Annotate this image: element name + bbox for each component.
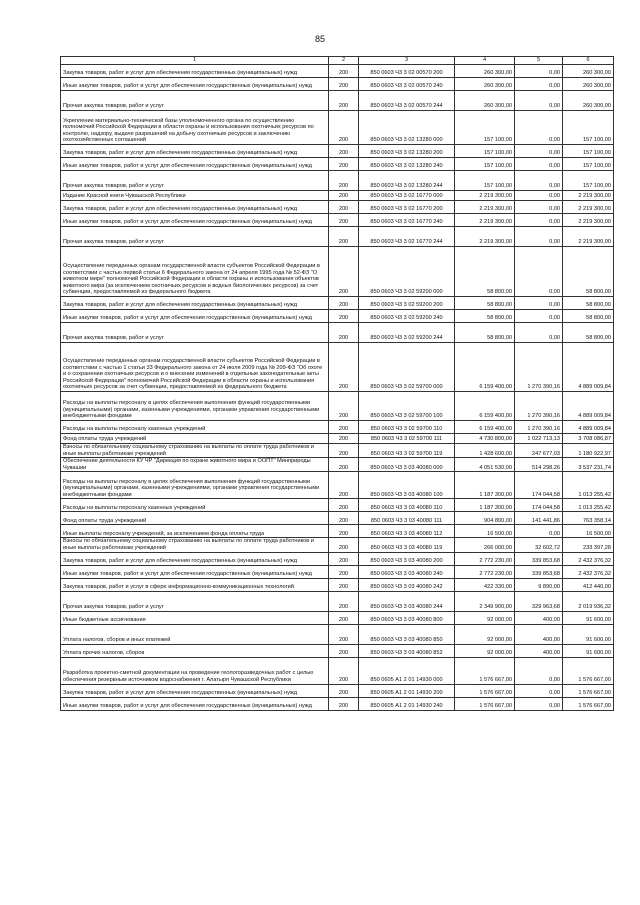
budget-table [60,56,614,711]
row-approved-cell: 58 800,00 [455,247,515,297]
row-name-cell: Прочая закупка товаров, работ и услуг [61,91,329,111]
table-row [61,591,614,611]
row-remaining-cell: 1 576 667,00 [563,684,614,697]
table-row [61,145,614,158]
row-remaining-cell: 58 800,00 [563,297,614,310]
row-approved-cell: 1 428 600,00 [455,444,515,458]
row-code-cell: 200 [329,392,359,421]
row-executed-cell: 174 044,58 [515,472,563,499]
row-approved-cell: 2 219 300,00 [455,214,515,227]
row-code-cell: 200 [329,65,359,78]
row-remaining-cell: 58 800,00 [563,310,614,323]
row-name-cell: Иные закупки товаров, работ и услуг для обеспечения государственных (муниципальных) нужд [61,158,329,171]
row-name-cell: Прочая закупка товаров, работ и услуг [61,227,329,247]
row-name-cell: Обеспечение деятельности КУ ЧР "Дирекция по охране животного мира и ООПТ" Минприроды Чувашии [61,458,329,472]
row-kbk-cell: 850 0603 Ч3 3 02 16770 000 [359,191,455,201]
row-executed-cell: 0,00 [515,247,563,297]
row-remaining-cell: 157 100,00 [563,111,614,145]
row-executed-cell: 0,00 [515,684,563,697]
table-row [61,538,614,552]
row-kbk-cell: 850 0603 Ч3 3 03 40080 852 [359,644,455,657]
row-remaining-cell: 157 100,00 [563,145,614,158]
row-remaining-cell: 58 800,00 [563,247,614,297]
table-row [61,472,614,499]
row-name-cell: Расходы на выплаты персоналу казенных учреждений [61,421,329,434]
row-remaining-cell: 2 219 300,00 [563,201,614,214]
row-executed-cell: 0,00 [515,78,563,91]
row-kbk-cell: 850 0603 Ч3 3 02 13280 240 [359,158,455,171]
row-code-cell: 200 [329,552,359,565]
table-row [61,310,614,323]
row-name-cell: Издание Красной книги Чувашской Республики [61,191,329,201]
row-remaining-cell: 1 576 667,00 [563,697,614,710]
row-executed-cell: 32 602,72 [515,538,563,552]
row-executed-cell: 0,00 [515,657,563,684]
row-kbk-cell: 850 0603 Ч3 3 02 13280 244 [359,171,455,191]
row-remaining-cell: 2 432 376,32 [563,565,614,578]
row-name-cell: Иные закупки товаров, работ и услуг для обеспечения государственных (муниципальных) нужд [61,310,329,323]
row-executed-cell: 339 853,68 [515,565,563,578]
row-kbk-cell: 850 0603 Ч3 3 03 40080 000 [359,458,455,472]
row-executed-cell: 0,00 [515,91,563,111]
row-approved-cell: 2 772 230,00 [455,552,515,565]
row-approved-cell: 58 800,00 [455,323,515,343]
row-approved-cell: 1 187 300,00 [455,472,515,499]
row-remaining-cell: 2 432 376,32 [563,552,614,565]
row-code-cell: 200 [329,591,359,611]
row-approved-cell: 2 219 300,00 [455,201,515,214]
row-code-cell: 200 [329,247,359,297]
row-kbk-cell: 850 0603 Ч3 3 03 40080 100 [359,472,455,499]
row-approved-cell: 16 500,00 [455,525,515,538]
row-executed-cell: 339 853,68 [515,552,563,565]
row-code-cell: 200 [329,697,359,710]
row-remaining-cell: 2 219 300,00 [563,191,614,201]
row-executed-cell: 0,00 [515,201,563,214]
table-row [61,578,614,591]
row-kbk-cell: 850 0603 Ч3 3 03 40080 110 [359,499,455,512]
row-approved-cell: 2 219 300,00 [455,191,515,201]
table-row [61,323,614,343]
column-header: 6 [563,57,614,65]
row-executed-cell: 0,00 [515,525,563,538]
row-executed-cell: 174 044,58 [515,499,563,512]
row-code-cell: 200 [329,421,359,434]
row-approved-cell: 4 730 800,00 [455,434,515,444]
row-name-cell: Иные закупки товаров, работ и услуг для обеспечения государственных (муниципальных) нужд [61,697,329,710]
row-approved-cell: 266 000,00 [455,538,515,552]
table-row [61,78,614,91]
row-kbk-cell: 850 0603 Ч3 3 03 40080 200 [359,552,455,565]
row-kbk-cell: 850 0603 Ч3 3 03 40080 850 [359,624,455,644]
row-executed-cell: 0,00 [515,227,563,247]
table-row [61,191,614,201]
row-kbk-cell: 850 0603 Ч3 3 03 40080 242 [359,578,455,591]
row-code-cell: 200 [329,644,359,657]
row-kbk-cell: 850 0603 Ч3 3 02 13280 000 [359,111,455,145]
row-kbk-cell: 850 0603 Ч3 3 02 16770 240 [359,214,455,227]
row-remaining-cell: 157 100,00 [563,158,614,171]
table-row [61,611,614,624]
table-row [61,657,614,684]
row-executed-cell: 0,00 [515,145,563,158]
row-executed-cell: 0,00 [515,191,563,201]
row-name-cell: Иные выплаты персоналу учреждений, за исключением фонда оплаты труда [61,525,329,538]
row-code-cell: 200 [329,111,359,145]
row-executed-cell: 0,00 [515,111,563,145]
column-header: 5 [515,57,563,65]
row-name-cell: Взносы по обязательному социальному страхованию на выплаты по оплате труда работников и иные выплаты работникам учреждений [61,538,329,552]
row-executed-cell: 0,00 [515,697,563,710]
row-kbk-cell: 850 0603 Ч3 3 02 59200 240 [359,310,455,323]
row-kbk-cell: 850 0603 Ч3 3 02 59700 110 [359,421,455,434]
row-kbk-cell: 850 0603 Ч3 3 02 59700 100 [359,392,455,421]
row-kbk-cell: 850 0603 Ч3 3 02 13280 200 [359,145,455,158]
row-executed-cell: 0,00 [515,310,563,323]
page-number: 85 [314,34,325,44]
row-approved-cell: 1 187 300,00 [455,499,515,512]
row-executed-cell: 400,00 [515,611,563,624]
row-executed-cell: 329 963,68 [515,591,563,611]
row-code-cell: 200 [329,343,359,392]
row-executed-cell: 0,00 [515,297,563,310]
row-kbk-cell: 850 0603 Ч3 3 03 40080 244 [359,591,455,611]
row-kbk-cell: 850 0603 Ч3 3 03 40080 112 [359,525,455,538]
row-name-cell: Уплата прочих налогов, сборов [61,644,329,657]
row-name-cell: Расходы на выплаты персоналу в целях обеспечения выполнения функций государственными (муниципальными) органами, казенными учреждениями, органами управления государственными внебюджетными фондами [61,472,329,499]
table-row [61,512,614,525]
row-approved-cell: 260 300,00 [455,65,515,78]
row-code-cell: 200 [329,214,359,227]
row-name-cell: Прочая закупка товаров, работ и услуг [61,591,329,611]
row-executed-cell: 0,00 [515,65,563,78]
row-name-cell: Прочая закупка товаров, работ и услуг [61,171,329,191]
row-kbk-cell: 850 0603 Ч3 3 02 16770 244 [359,227,455,247]
row-approved-cell: 92 000,00 [455,624,515,644]
row-name-cell: Взносы по обязательному социальному страхованию на выплаты по оплате труда работников и иные выплаты работникам учреждений [61,444,329,458]
row-code-cell: 200 [329,444,359,458]
row-remaining-cell: 91 600,00 [563,624,614,644]
row-approved-cell: 6 159 400,00 [455,343,515,392]
row-name-cell: Уплата налогов, сборов и иных платежей [61,624,329,644]
row-executed-cell: 9 890,00 [515,578,563,591]
row-code-cell: 200 [329,158,359,171]
row-remaining-cell: 260 300,00 [563,78,614,91]
table-row [61,525,614,538]
row-kbk-cell: 850 0603 Ч3 3 03 40080 119 [359,538,455,552]
row-remaining-cell: 2 019 936,32 [563,591,614,611]
row-code-cell: 200 [329,145,359,158]
table-row [61,552,614,565]
table-row [61,111,614,145]
row-code-cell: 200 [329,434,359,444]
row-code-cell: 200 [329,578,359,591]
row-approved-cell: 4 051 530,00 [455,458,515,472]
row-approved-cell: 6 159 400,00 [455,421,515,434]
row-code-cell: 200 [329,310,359,323]
row-approved-cell: 904 800,00 [455,512,515,525]
row-code-cell: 200 [329,458,359,472]
table-row [61,214,614,227]
row-remaining-cell: 4 889 009,84 [563,343,614,392]
row-approved-cell: 260 300,00 [455,78,515,91]
row-executed-cell: 141 441,86 [515,512,563,525]
row-approved-cell: 58 800,00 [455,310,515,323]
row-executed-cell: 1 270 390,16 [515,392,563,421]
table-row [61,247,614,297]
row-approved-cell: 157 100,00 [455,145,515,158]
row-name-cell: Иные закупки товаров, работ и услуг для обеспечения государственных (муниципальных) нужд [61,78,329,91]
row-code-cell: 200 [329,538,359,552]
row-name-cell: Осуществление переданных органам государственной власти субъектов Российской Федерации в соответствии с частью 1 статьи 33 Федерального закона от 24 июля 2009 года № 209-ФЗ "Об охоте и о сохранении охотничьих ресурсов и о внесении изменений в отдельные законодательные акты Российской Федерации" полномочий Российской Федерации в области охраны и использования охотничьих ресурсов за счет субвенции, предоставляемой из федерального бюджета [61,343,329,392]
row-approved-cell: 157 100,00 [455,158,515,171]
row-remaining-cell: 58 800,00 [563,323,614,343]
row-remaining-cell: 2 219 300,00 [563,227,614,247]
row-remaining-cell: 1 013 255,42 [563,499,614,512]
table-row [61,171,614,191]
row-executed-cell: 514 298,26 [515,458,563,472]
row-name-cell: Иные закупки товаров, работ и услуг для обеспечения государственных (муниципальных) нужд [61,214,329,227]
row-name-cell: Иные бюджетные ассигнования [61,611,329,624]
row-code-cell: 200 [329,684,359,697]
row-kbk-cell: 850 0603 Ч3 3 02 59700 000 [359,343,455,392]
row-remaining-cell: 3 708 086,87 [563,434,614,444]
row-code-cell: 200 [329,78,359,91]
table-row [61,644,614,657]
row-kbk-cell: 850 0603 Ч3 3 02 00570 200 [359,65,455,78]
row-name-cell: Закупка товаров, работ и услуг для обеспечения государственных (муниципальных) нужд [61,65,329,78]
row-code-cell: 200 [329,565,359,578]
row-approved-cell: 2 349 900,00 [455,591,515,611]
table-row [61,499,614,512]
row-approved-cell: 1 576 667,00 [455,684,515,697]
row-remaining-cell: 91 600,00 [563,644,614,657]
row-approved-cell: 58 800,00 [455,297,515,310]
row-executed-cell: 1 270 390,16 [515,421,563,434]
row-kbk-cell: 850 0603 Ч3 3 03 40080 800 [359,611,455,624]
row-name-cell: Иные закупки товаров, работ и услуг для обеспечения государственных (муниципальных) нужд [61,565,329,578]
row-executed-cell: 0,00 [515,214,563,227]
table-row [61,434,614,444]
row-code-cell: 200 [329,525,359,538]
row-remaining-cell: 260 300,00 [563,91,614,111]
row-name-cell: Закупка товаров, работ и услуг для обеспечения государственных (муниципальных) нужд [61,201,329,214]
row-approved-cell: 92 000,00 [455,644,515,657]
row-kbk-cell: 850 0603 Ч3 3 02 00570 240 [359,78,455,91]
row-code-cell: 200 [329,512,359,525]
row-name-cell: Закупка товаров, работ и услуг в сфере информационно-коммуникационных технологий [61,578,329,591]
row-approved-cell: 422 330,00 [455,578,515,591]
row-name-cell: Закупка товаров, работ и услуг для обеспечения государственных (муниципальных) нужд [61,552,329,565]
row-approved-cell: 1 576 667,00 [455,697,515,710]
table-row [61,91,614,111]
table-row [61,624,614,644]
row-remaining-cell: 3 537 231,74 [563,458,614,472]
table-row [61,458,614,472]
row-name-cell: Расходы на выплаты персоналу в целях обеспечения выполнения функций государственными (муниципальными) органами, казенными учреждениями, органами управления государственными внебюджетными фондами [61,392,329,421]
row-approved-cell: 157 100,00 [455,171,515,191]
row-code-cell: 200 [329,499,359,512]
row-remaining-cell: 260 300,00 [563,65,614,78]
row-code-cell: 200 [329,91,359,111]
row-kbk-cell: 850 0603 Ч3 3 02 16770 200 [359,201,455,214]
table-row [61,697,614,710]
row-code-cell: 200 [329,227,359,247]
row-executed-cell: 247 677,03 [515,444,563,458]
table-row [61,65,614,78]
row-name-cell: Фонд оплаты труда учреждений [61,434,329,444]
row-executed-cell: 1 270 390,16 [515,343,563,392]
row-remaining-cell: 4 889 009,84 [563,392,614,421]
table-row [61,343,614,392]
row-kbk-cell: 850 0605 А1 2 01 14930 240 [359,697,455,710]
row-code-cell: 200 [329,191,359,201]
row-name-cell: Укрепление материально-технической базы уполномоченного органа по осуществлению полномочий Российской Федерации в области охраны и использования охотничьих ресурсов по контролю, надзору, выдаче разрешений на добычу охотничьих ресурсов и заключению охотхозяйственных соглашений [61,111,329,145]
row-kbk-cell: 850 0603 Ч3 3 02 59700 119 [359,444,455,458]
row-kbk-cell: 850 0603 Ч3 3 02 59200 244 [359,323,455,343]
row-code-cell: 200 [329,297,359,310]
row-approved-cell: 157 100,00 [455,111,515,145]
row-code-cell: 200 [329,201,359,214]
row-name-cell: Разработка проектно-сметной документации на проведение геологоразведочных работ с целью обеспечения резервным источником водоснабжения г. Алатыря Чувашской Республики [61,657,329,684]
row-kbk-cell: 850 0603 Ч3 3 03 40080 240 [359,565,455,578]
row-kbk-cell: 850 0605 А1 2 01 14930 200 [359,684,455,697]
row-kbk-cell: 850 0603 Ч3 3 02 59700 111 [359,434,455,444]
table-row [61,158,614,171]
row-remaining-cell: 233 397,28 [563,538,614,552]
row-remaining-cell: 1 013 255,42 [563,472,614,499]
row-code-cell: 200 [329,472,359,499]
table-row [61,444,614,458]
row-code-cell: 200 [329,657,359,684]
row-remaining-cell: 412 440,00 [563,578,614,591]
column-header: 3 [359,57,455,65]
row-name-cell: Фонд оплаты труда учреждений [61,512,329,525]
row-kbk-cell: 850 0603 Ч3 3 02 00570 244 [359,91,455,111]
table-row [61,201,614,214]
row-approved-cell: 2 219 300,00 [455,227,515,247]
row-executed-cell: 1 022 713,13 [515,434,563,444]
table-row [61,421,614,434]
table-row [61,684,614,697]
row-approved-cell: 2 772 230,00 [455,565,515,578]
row-name-cell: Осуществление переданных органам государственной власти субъектов Российской Федерации в соответствии с частью первой статьи 6 Федерального закона от 24 апреля 1995 года № 52-ФЗ "О животном мире" полномочий Российской Федерации в области охраны и использования объектов животного мира (за исключением охотничьих ресурсов и водных биологических ресурсов) за счет субвенции, предоставляемой из федерального бюджета [61,247,329,297]
table-row [61,392,614,421]
row-remaining-cell: 16 500,00 [563,525,614,538]
row-remaining-cell: 4 889 009,84 [563,421,614,434]
row-code-cell: 200 [329,611,359,624]
row-approved-cell: 1 576 667,00 [455,657,515,684]
row-approved-cell: 92 000,00 [455,611,515,624]
row-executed-cell: 0,00 [515,158,563,171]
row-name-cell: Закупка товаров, работ и услуг для обеспечения государственных (муниципальных) нужд [61,145,329,158]
row-name-cell: Закупка товаров, работ и услуг для обеспечения государственных (муниципальных) нужд [61,684,329,697]
row-code-cell: 200 [329,323,359,343]
column-header: 2 [329,57,359,65]
row-executed-cell: 0,00 [515,323,563,343]
row-approved-cell: 6 159 400,00 [455,392,515,421]
row-executed-cell: 400,00 [515,624,563,644]
column-header: 4 [455,57,515,65]
row-executed-cell: 400,00 [515,644,563,657]
table-header-row [61,57,614,65]
table-row [61,565,614,578]
row-remaining-cell: 157 100,00 [563,171,614,191]
row-code-cell: 200 [329,171,359,191]
row-name-cell: Закупка товаров, работ и услуг для обеспечения государственных (муниципальных) нужд [61,297,329,310]
table-row [61,297,614,310]
row-kbk-cell: 850 0603 Ч3 3 03 40080 111 [359,512,455,525]
row-name-cell: Прочая закупка товаров, работ и услуг [61,323,329,343]
row-kbk-cell: 850 0603 Ч3 3 02 59200 000 [359,247,455,297]
row-code-cell: 200 [329,624,359,644]
column-header: 1 [61,57,329,65]
row-remaining-cell: 1 576 667,00 [563,657,614,684]
row-remaining-cell: 1 180 922,97 [563,444,614,458]
table-row [61,227,614,247]
row-remaining-cell: 91 600,00 [563,611,614,624]
row-approved-cell: 260 300,00 [455,91,515,111]
row-name-cell: Расходы на выплаты персоналу казенных учреждений [61,499,329,512]
row-remaining-cell: 2 219 300,00 [563,214,614,227]
row-kbk-cell: 850 0605 А1 2 01 14930 000 [359,657,455,684]
row-executed-cell: 0,00 [515,171,563,191]
row-remaining-cell: 763 358,14 [563,512,614,525]
row-kbk-cell: 850 0603 Ч3 3 02 59200 200 [359,297,455,310]
